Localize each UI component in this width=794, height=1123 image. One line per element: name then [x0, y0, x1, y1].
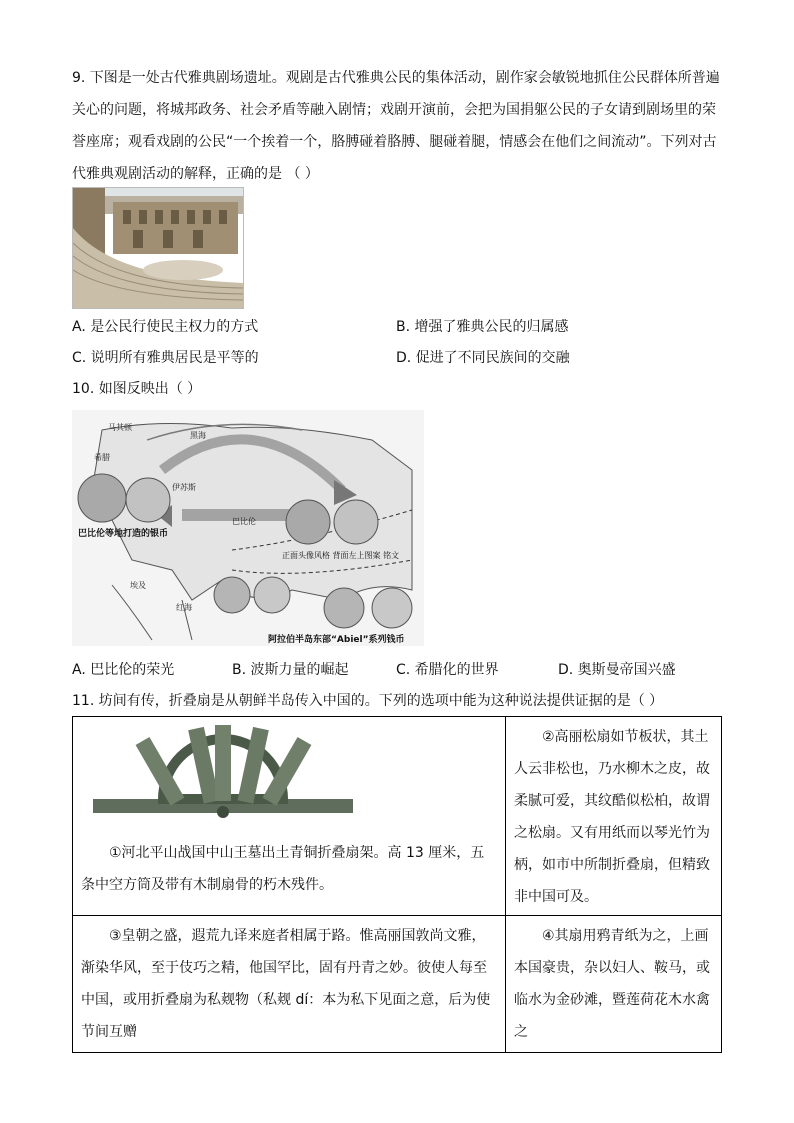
map-label-macedonia: 马其顿 — [108, 423, 132, 432]
map-label-babylon: 巴比伦 — [232, 517, 256, 526]
theater-ruins-illustration — [73, 188, 243, 308]
q9-option-c[interactable]: C. 说明所有雅典居民是平等的 — [72, 350, 259, 366]
map-caption-abiel-coins: 阿拉伯半岛东部“Abiel”系列钱币 — [268, 635, 405, 645]
table-cell-4 — [506, 916, 722, 1053]
bronze-fan-frame-photo — [73, 717, 505, 837]
cell-3-text: ③皇朝之盛，遐荒九译来庭者相属于路。惟高丽国敦尚文雅，渐染华风，至于伎巧之精，他国罕比，固有丹青之妙。彼使人每至中国，或用折叠扇为私觌物（私觌 dí：本为私下见面之意，后为使节间互赠 — [81, 928, 491, 1040]
q9-option-a[interactable]: A. 是公民行使民主权力的方式 — [72, 319, 259, 335]
q10-option-a[interactable]: A. 巴比伦的荣光 — [72, 662, 175, 678]
q10-option-d[interactable]: D. 奥斯曼帝国兴盛 — [558, 662, 676, 678]
cell-4-text: ④其扇用鸦青纸为之，上画本国豪贵，杂以妇人、鞍马，或临水为金砂滩，暨莲荷花木水禽之 — [514, 928, 710, 1040]
bronze-fan-frame-illustration — [73, 717, 505, 837]
map-label-issus: 伊苏斯 — [172, 483, 196, 492]
table-cell-3 — [73, 916, 506, 1053]
coin-distribution-map — [72, 410, 424, 646]
map-illustration — [72, 410, 424, 646]
q10-option-c[interactable]: C. 希腊化的世界 — [396, 662, 499, 678]
map-label-red-sea: 红海 — [176, 603, 192, 612]
q9-option-b[interactable]: B. 增强了雅典公民的归属感 — [396, 319, 569, 335]
map-label-greece: 希腊 — [94, 453, 110, 462]
map-caption-coin-features: 正面头像风格 背面左上图案 铭文 — [282, 551, 400, 560]
cell-2-text: ②高丽松扇如节板状，其土人云非松也，乃水柳木之皮，故柔腻可爱，其纹酷似松柏，故谓之松扇。又有用纸而以琴光竹为柄，如市中所制折叠扇，但精致非中国可及。 — [514, 729, 710, 905]
evidence-table — [72, 716, 722, 1053]
theater-ruins-photo — [72, 187, 244, 309]
q9-option-d[interactable]: D. 促进了不同民族间的交融 — [396, 350, 570, 366]
table-row — [73, 717, 722, 916]
table-cell-2 — [506, 717, 722, 916]
map-label-black-sea: 黑海 — [190, 431, 206, 440]
table-cell-1 — [73, 717, 506, 916]
cell-1-text: ①河北平山战国中山王墓出土青铜折叠扇架。高 13 厘米，五条中空方筒及带有木制扇骨的朽木残件。 — [81, 845, 485, 893]
map-label-egypt: 埃及 — [130, 581, 146, 590]
table-row — [73, 916, 722, 1053]
map-caption-babylon-coins: 巴比伦等地打造的银币 — [78, 529, 169, 539]
q10-option-b[interactable]: B. 波斯力量的崛起 — [232, 662, 349, 678]
question-11-stem: 11. 坊间有传，折叠扇是从朝鲜半岛传入中国的。下列的选项中能为这种说法提供证据的是（ ） — [72, 693, 664, 709]
question-9-stem: 9. 下图是一处古代雅典剧场遗址。观剧是古代雅典公民的集体活动，剧作家会敏锐地抓住公民群体所普遍关心的问题，将城邦政务、社会矛盾等融入剧情；戏剧开演前，会把为国捐躯公民的子女请到剧场里的荣誉座席；观看戏剧的公民“一个挨着一个，胳膊碰着胳膊、腿碰着腿，情感会在他们之间流动”。下列对古代雅典观剧活动的解释，正确的是 （ ） — [72, 70, 720, 182]
question-10-stem: 10. 如图反映出（ ） — [72, 381, 202, 397]
